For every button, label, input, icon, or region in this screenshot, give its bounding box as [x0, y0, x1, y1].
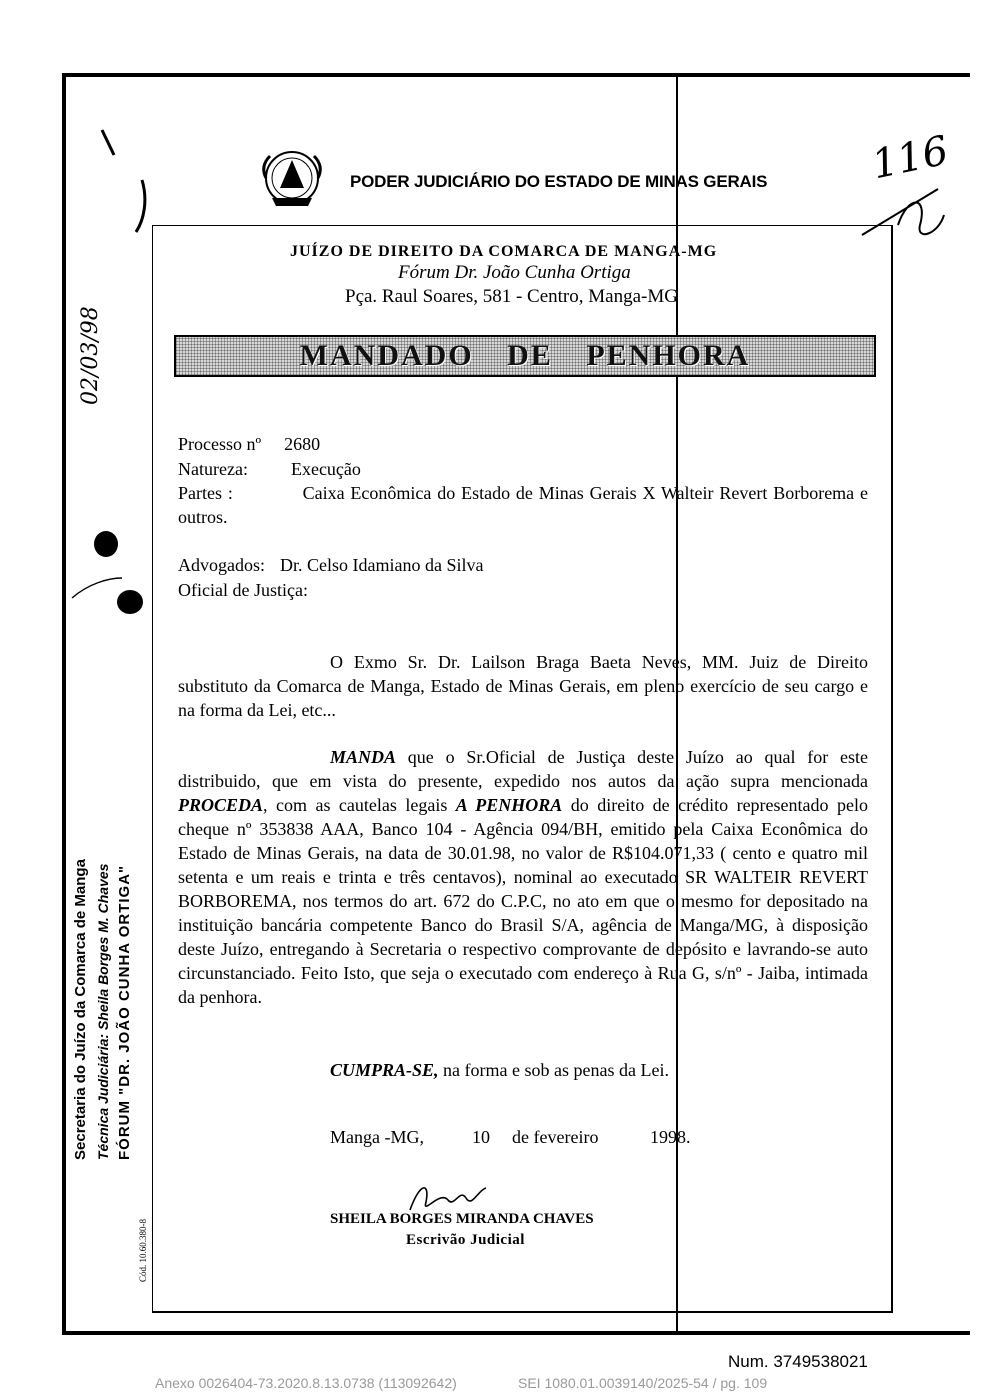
intro-paragraph: O Exmo Sr. Dr. Lailson Braga Baeta Neves, MM. Juiz de Direito substituto da Comarca de Manga, Estado de Minas Gerais, em pleno exercício de seu cargo e na forma da Lei, etc... — [178, 652, 868, 720]
ink-blot-marks-icon — [68, 530, 158, 620]
stamp-code: Cód. 10.60.380-8 — [138, 1219, 148, 1282]
signer-name: SHEILA BORGES MIRANDA CHAVES — [330, 1211, 594, 1227]
date-day: 10 — [472, 1127, 490, 1147]
signer-role: Escrivão Judicial — [406, 1232, 525, 1248]
advogados-value: Dr. Celso Idamiano da Silva — [280, 555, 484, 575]
handwritten-rubric-icon — [858, 185, 948, 245]
stamp-line-3: FÓRUM "DR. JOÃO CUNHA ORTIGA" — [116, 864, 133, 1160]
partes-label: Partes : — [178, 483, 233, 503]
natureza-label: Natureza: — [178, 459, 248, 479]
natureza-row — [178, 457, 361, 481]
penhora-word: A PENHORA — [455, 795, 563, 815]
frame-bottom-border — [62, 1331, 970, 1335]
order-text-3: do direito de crédito representado pelo cheque nº 353838 AAA, Banco 104 - Agência 094/BH, emitido pela Caixa Econômica do Estado de Minas Gerais, na data de 30.01.98, no valor de R$104.071,33 ( cento e quatro mil setenta e um reais e trinta e três centavos), nominal ao executado SR WALTEIR REVERT BORBOREMA, nos termos do art. 672 do C.P.C, no ato em que o mesmo for depositado na instituição bancária competente Banco do Brasil S/A, agência de Manga/MG, à disposição deste Juízo, entregando à Secretaria o respectivo comprovante de depósito e lavrando-se auto circunstanciado. Feito Isto, que seja o executado com endereço à Rua G, s/nº - Jaiba, intimada da penhora. — [178, 795, 868, 1007]
oficial-label: Oficial de Justiça: — [178, 580, 308, 600]
partes-value: Caixa Econômica do Estado de Minas Gerais X Walteir Revert Borborema e outros. — [178, 483, 869, 527]
document-title-banner — [174, 335, 876, 377]
header-title: PODER JUDICIÁRIO DO ESTADO DE MINAS GERAIS — [350, 172, 768, 191]
date-year: 1998. — [650, 1127, 691, 1147]
order-text-2: , com as cautelas legais — [263, 795, 456, 815]
order-paragraph — [178, 745, 868, 1009]
cumpra-se-word: CUMPRA-SE, — [330, 1060, 439, 1080]
footer-annex: Anexo 0026404-73.2020.8.13.0738 (113092642) — [155, 1375, 457, 1391]
date-month: de fevereiro — [512, 1127, 599, 1147]
handwritten-side-date: 02/03/98 — [78, 306, 103, 405]
handwritten-margin-mark-icon — [92, 110, 162, 240]
advogados-label: Advogados: — [178, 555, 265, 575]
processo-label: Processo nº — [178, 434, 262, 454]
document-title: MANDADO DE PENHORA — [299, 339, 751, 372]
stamp-line-2: Técnica Judiciária: Sheila Borges M. Chaves — [95, 863, 111, 1160]
partes-row — [178, 481, 868, 529]
processo-value: 2680 — [284, 434, 321, 454]
handwritten-page-number: 116 — [868, 127, 953, 189]
frame-top-border — [62, 73, 970, 77]
stamp-line-1: Secretaria do Juízo da Comarca de Manga — [72, 859, 89, 1160]
cumpra-se-text: na forma e sob as penas da Lei. — [438, 1060, 669, 1080]
natureza-value: Execução — [290, 459, 361, 479]
coat-of-arms-seal-icon — [258, 148, 326, 210]
court-name: JUÍZO DE DIREITO DA COMARCA DE MANGA-MG — [290, 243, 718, 260]
forum-name: Fórum Dr. João Cunha Ortiga — [398, 262, 631, 283]
advogados-row — [178, 553, 483, 577]
date-place: Manga -MG, — [330, 1127, 424, 1147]
side-stamp — [70, 859, 136, 1160]
order-text-1: que o Sr.Oficial de Justiça deste Juízo ao qual for este distribuido, que em vista do presente, expedido nos autos da ação supra mencionada — [178, 747, 868, 791]
proceda-word: PROCEDA — [178, 795, 264, 815]
footer-sei: SEI 1080.01.0039140/2025-54 / pg. 109 — [518, 1375, 768, 1391]
processo-row — [178, 432, 320, 456]
footer-num: Num. 3749538021 — [728, 1352, 868, 1371]
manda-word: MANDA — [330, 747, 397, 767]
frame-left-border — [62, 73, 66, 1335]
cumpra-se-line — [330, 1058, 669, 1082]
court-address: Pça. Raul Soares, 581 - Centro, Manga-MG — [345, 286, 678, 307]
